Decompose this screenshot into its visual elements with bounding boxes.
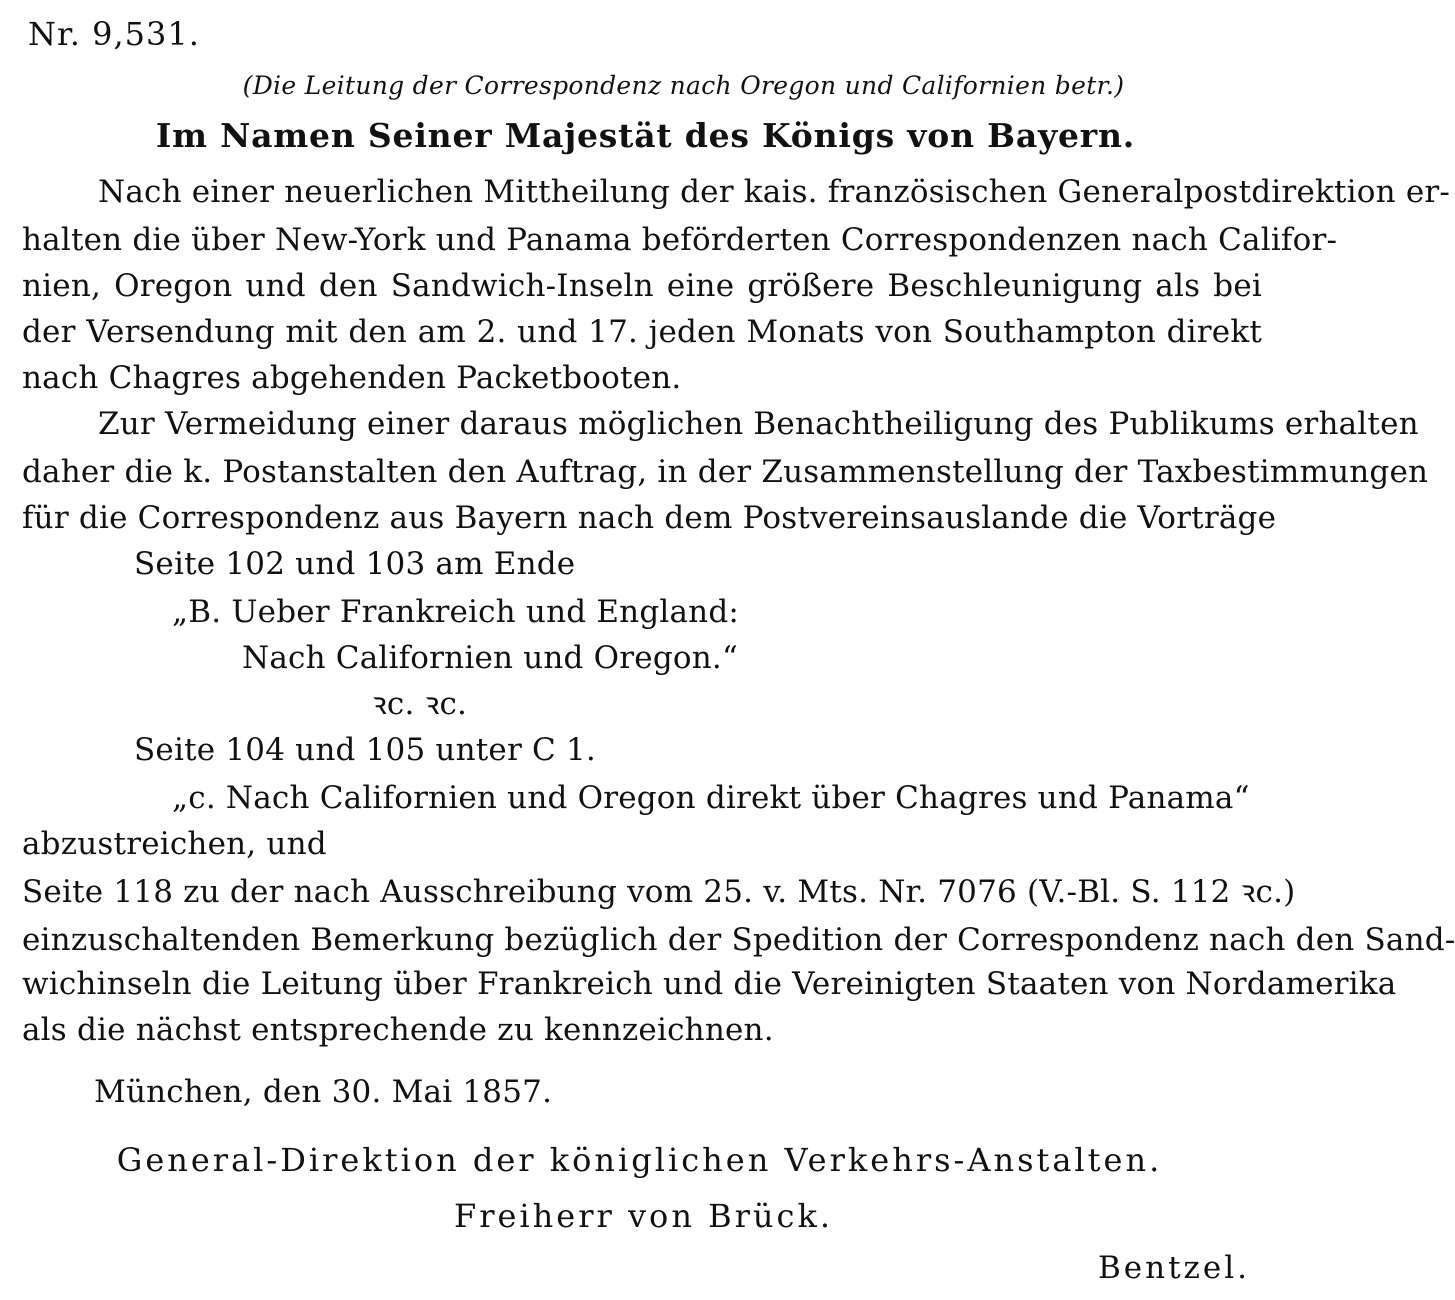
date-line: München, den 30. Mai 1857.	[94, 1074, 553, 1110]
document-heading: Im Namen Seiner Majestät des Königs von Bayern.	[155, 116, 1136, 155]
paragraph3-line: als die nächst entsprechende zu kennzeichnen.	[22, 1012, 774, 1048]
reference-page-2: Seite 104 und 105 unter C 1.	[134, 732, 596, 768]
paragraph1-line: der Versendung mit den am 2. und 17. jeden Monats von Southampton direkt	[22, 314, 1262, 350]
issuing-authority: General-Direktion der königlichen Verkehrs-Anstalten.	[116, 1141, 1163, 1179]
paragraph2-line: Zur Vermeidung einer daraus möglichen Benachtheiligung des Publikums erhalten	[98, 406, 1419, 442]
document-number: Nr. 9,531.	[28, 15, 200, 53]
countersignature: Bentzel.	[1098, 1250, 1250, 1286]
signatory: Freiherr von Brück.	[453, 1197, 833, 1235]
paragraph2-line: für die Correspondenz aus Bayern nach dem Postvereinsauslande die Vorträge	[22, 500, 1277, 536]
reference-quote-1a: „B. Ueber Frankreich und England:	[172, 594, 740, 630]
paragraph3-line: einzuschaltenden Bemerkung bezüglich der Spedition der Correspondenz nach den Sand-	[22, 922, 1455, 958]
strike-instruction: abzustreichen, und	[22, 826, 327, 862]
reference-page-1: Seite 102 und 103 am Ende	[134, 546, 576, 582]
paragraph1-line: nach Chagres abgehenden Packetbooten.	[22, 360, 682, 396]
paragraph3-line: wichinseln die Leitung über Frankreich und die Vereinigten Staaten von Nordamerika	[22, 966, 1397, 1002]
reference-quote-1b: Nach Californien und Oregon.“	[242, 640, 739, 676]
reference-quote-2: „c. Nach Californien und Oregon direkt über Chagres und Panama“	[172, 780, 1250, 816]
paragraph1-line: halten die über New-York und Panama beförderten Correspondenzen nach Califor-	[22, 222, 1338, 258]
document-subject: (Die Leitung der Correspondenz nach Oregon und Californien betr.)	[242, 71, 1125, 100]
paragraph3-line: Seite 118 zu der nach Ausschreibung vom 25. v. Mts. Nr. 7076 (V.-Bl. S. 112 ꝛc.)	[22, 874, 1296, 910]
etc-mark: ꝛc. ꝛc.	[372, 686, 468, 722]
paragraph1-line: nien, Oregon und den Sandwich-Inseln eine größere Beschleunigung als bei	[22, 268, 1262, 304]
paragraph2-line: daher die k. Postanstalten den Auftrag, in der Zusammenstellung der Taxbestimmungen	[22, 454, 1429, 490]
paragraph1-line: Nach einer neuerlichen Mittheilung der kais. französischen Generalpostdirektion er-	[98, 174, 1451, 210]
